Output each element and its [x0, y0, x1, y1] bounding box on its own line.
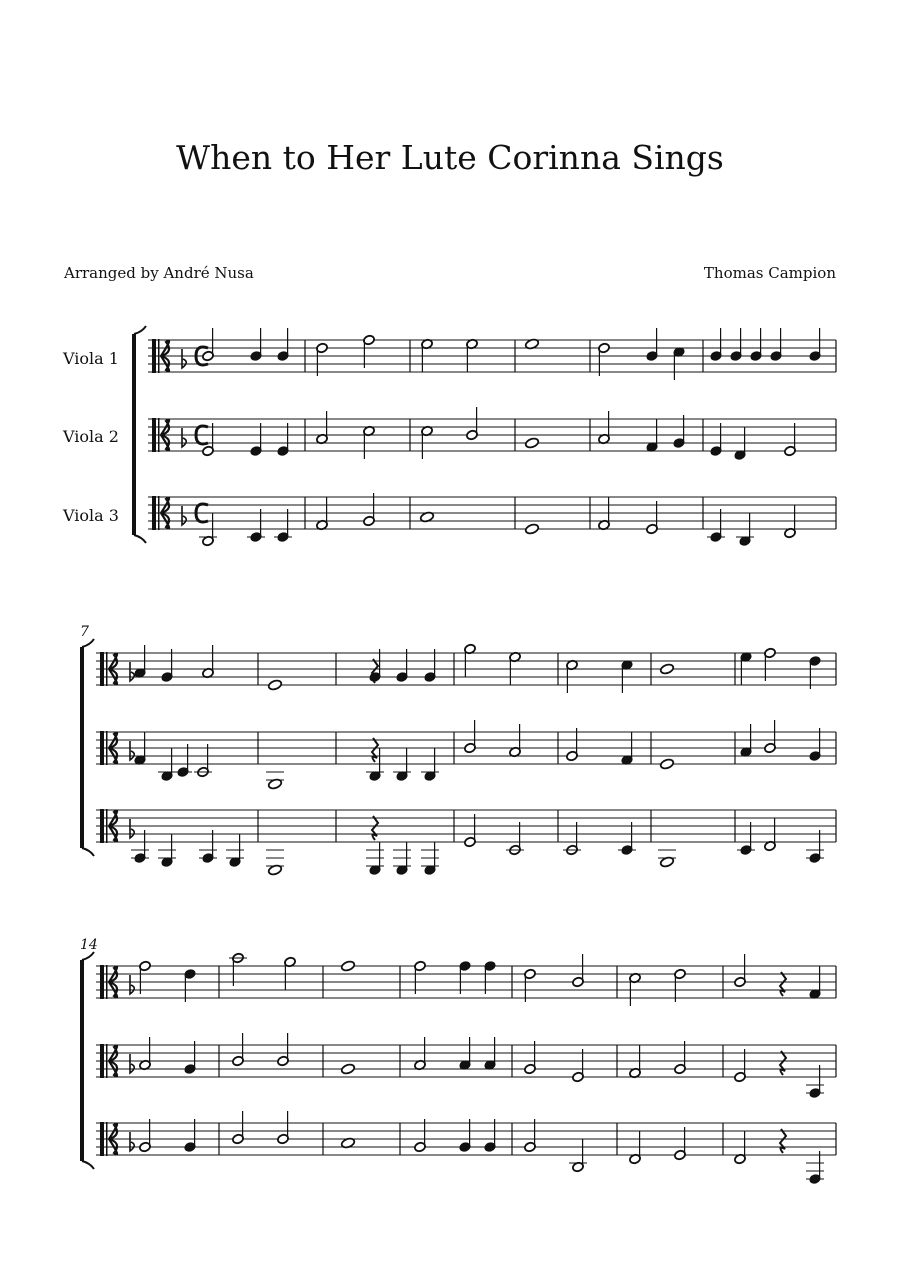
note-head [341, 1063, 356, 1075]
flat-key-signature [130, 819, 134, 838]
quarter-rest [780, 1129, 786, 1153]
measure-number-system-3: 14 [80, 937, 98, 953]
alto-clef-bar-thin [106, 809, 108, 843]
alto-clef-bar-thick [100, 652, 104, 686]
staff-1-1 [148, 328, 836, 380]
score-title: When to Her Lute Corinna Sings [176, 138, 724, 177]
note-head [660, 663, 675, 675]
system-2 [82, 639, 836, 876]
flat-key-signature [130, 1054, 134, 1073]
instrument-label-viola-1: Viola 1 [63, 349, 119, 368]
alto-clef-bar-thick [100, 1122, 104, 1156]
alto-clef-bar-thick [100, 731, 104, 765]
measure-number-system-2: 7 [80, 624, 89, 640]
flat-key-signature [182, 506, 186, 525]
note-head [660, 758, 675, 770]
staff-2-2 [96, 720, 836, 790]
system-3 [82, 952, 836, 1185]
arranger-credit: Arranged by André Nusa [64, 264, 254, 282]
staff-2-1 [96, 643, 836, 693]
system-1 [134, 326, 836, 547]
alto-clef-bar-thick [100, 1044, 104, 1078]
note-head [268, 679, 283, 691]
alto-clef-bar-thin [158, 418, 160, 452]
alto-clef-bar-thick [100, 965, 104, 999]
quarter-rest [372, 816, 378, 840]
staff-2-3 [96, 809, 836, 876]
composer-credit: Thomas Campion [703, 264, 836, 282]
staff-3-1 [96, 952, 836, 1006]
flat-key-signature [130, 975, 134, 994]
alto-clef-bar-thin [106, 1044, 108, 1078]
bracket-top-hook [82, 952, 94, 960]
alto-clef-bar-thin [158, 339, 160, 373]
staff-3-3 [96, 1111, 836, 1185]
flat-key-signature [182, 349, 186, 368]
alto-clef-bar-thin [158, 496, 160, 530]
alto-clef-bar-thick [152, 418, 156, 452]
note-head [525, 437, 540, 449]
staff-1-3 [148, 493, 836, 547]
alto-clef-bar-thin [106, 965, 108, 999]
note-head [525, 523, 540, 535]
flat-key-signature [182, 428, 186, 447]
quarter-rest [780, 972, 786, 996]
note-head [341, 960, 356, 972]
flat-key-signature [130, 662, 134, 681]
bracket-top-hook [82, 639, 94, 647]
bracket-bottom-hook [134, 535, 146, 543]
flat-key-signature [130, 1132, 134, 1151]
flat-key-signature [130, 741, 134, 760]
bracket-bottom-hook [82, 1161, 94, 1169]
alto-clef-bar-thick [152, 496, 156, 530]
alto-clef-bar-thick [152, 339, 156, 373]
staff-3-2 [96, 1033, 836, 1099]
quarter-rest [372, 738, 378, 762]
alto-clef-bar-thin [106, 731, 108, 765]
bracket-bottom-hook [82, 848, 94, 856]
staff-1-2 [148, 407, 836, 461]
quarter-rest [780, 1051, 786, 1075]
alto-clef-bar-thin [106, 652, 108, 686]
alto-clef-bar-thick [100, 809, 104, 843]
instrument-label-viola-3: Viola 3 [63, 506, 119, 525]
instrument-label-viola-2: Viola 2 [63, 427, 119, 446]
alto-clef-bar-thin [106, 1122, 108, 1156]
bracket-top-hook [134, 326, 146, 334]
